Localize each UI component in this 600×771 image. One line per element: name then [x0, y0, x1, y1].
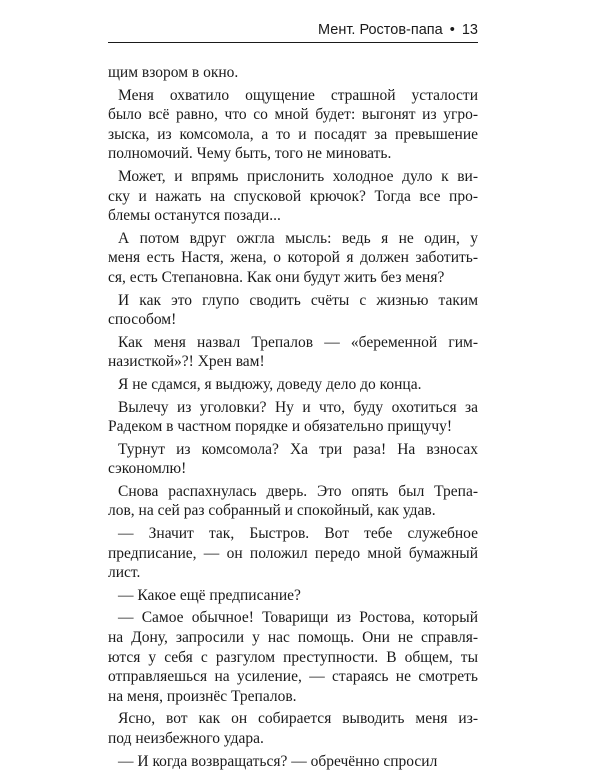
paragraph	[108, 229, 478, 288]
text-line: сэкономлю!	[108, 460, 187, 478]
running-header	[108, 18, 478, 43]
paragraph	[108, 375, 478, 395]
text-line: блемы останутся позади...	[108, 207, 281, 225]
text-line: ются у себя с разгулом преступности. В общем, ты	[108, 648, 478, 666]
paragraph	[108, 709, 478, 748]
text-line: Вылечу из уголовки? Ну и что, буду охотиться за	[118, 398, 478, 416]
text-line: — Значит так, Быстров. Вот тебе служебное	[118, 525, 478, 543]
text-line: Ясно, вот как он собирается выводить меня из-	[118, 710, 478, 728]
body-text	[108, 63, 478, 771]
text-line: зыска, из комсомола, а то и посадят за превышение	[108, 125, 478, 143]
text-line: — Самое обычное! Товарищи из Ростова, который	[118, 609, 478, 627]
text-line: лов, на сей раз собранный и спокойный, как удав.	[108, 502, 436, 520]
paragraph	[108, 440, 478, 479]
text-line: назисткой»?! Хрен вам!	[108, 353, 265, 371]
running-header-title: Мент. Ростов-папа	[318, 22, 443, 38]
paragraph	[108, 608, 478, 706]
text-line: Меня охватило ощущение страшной усталости	[118, 86, 478, 104]
text-line: Турнут из комсомола? Ха три раза! На взносах	[118, 440, 478, 458]
text-line: меня есть Настя, жена, о которой я должен заботить-	[108, 249, 478, 267]
text-line: — Какое ещё предписание?	[118, 586, 301, 604]
text-line: ску и нажать на спусковой крючок? Тогда все про-	[108, 187, 478, 205]
text-line: А потом вдруг ожгла мысль: ведь я не один, у	[118, 229, 478, 247]
paragraph	[108, 86, 478, 164]
text-line: лист.	[108, 564, 141, 582]
paragraph	[108, 291, 478, 330]
text-line: — И когда возвращаться? — обречённо спросил	[118, 752, 438, 770]
text-line: под неизбежного удара.	[108, 730, 264, 747]
text-line: Может, и впрямь прислонить холодное дуло к ви-	[118, 167, 478, 185]
paragraph	[108, 752, 478, 771]
text-line: предписание, — он положил передо мной бумажный	[108, 544, 478, 562]
paragraph	[108, 482, 478, 521]
text-line: Радеком в частном порядке и обязательно прищучу!	[108, 418, 453, 436]
text-line: отправляешься на усиление, — стараясь не смотреть	[108, 668, 478, 686]
text-line: щим взором в окно.	[108, 64, 239, 81]
paragraph	[108, 524, 478, 583]
text-line: на меня, произнёс Трепалов.	[108, 687, 297, 705]
text-line: способом!	[108, 311, 177, 329]
text-line: ся, есть Степановна. Как они будут жить без меня?	[108, 268, 445, 286]
paragraph	[108, 167, 478, 226]
text-line: было всё равно, что со мной будет: выгонят из угро-	[108, 106, 478, 124]
text-line: Как меня назвал Трепалов — «беременной гим-	[118, 333, 478, 351]
running-header-separator: •	[449, 22, 455, 38]
text-line: Снова распахнулась дверь. Это опять был Трепа-	[118, 482, 478, 500]
text-line: на Дону, запросили у нас помощь. Они не справля-	[108, 629, 478, 647]
page-number: 13	[461, 22, 478, 38]
paragraph	[108, 63, 478, 83]
paragraph	[108, 333, 478, 372]
text-line: Я не сдамся, я выдюжу, доведу дело до конца.	[118, 375, 422, 393]
paragraph	[108, 398, 478, 437]
paragraph	[108, 586, 478, 606]
text-line: полномочий. Чему быть, того не миновать.	[108, 145, 392, 163]
text-line: И как это глупо сводить счёты с жизнью таким	[118, 291, 478, 309]
